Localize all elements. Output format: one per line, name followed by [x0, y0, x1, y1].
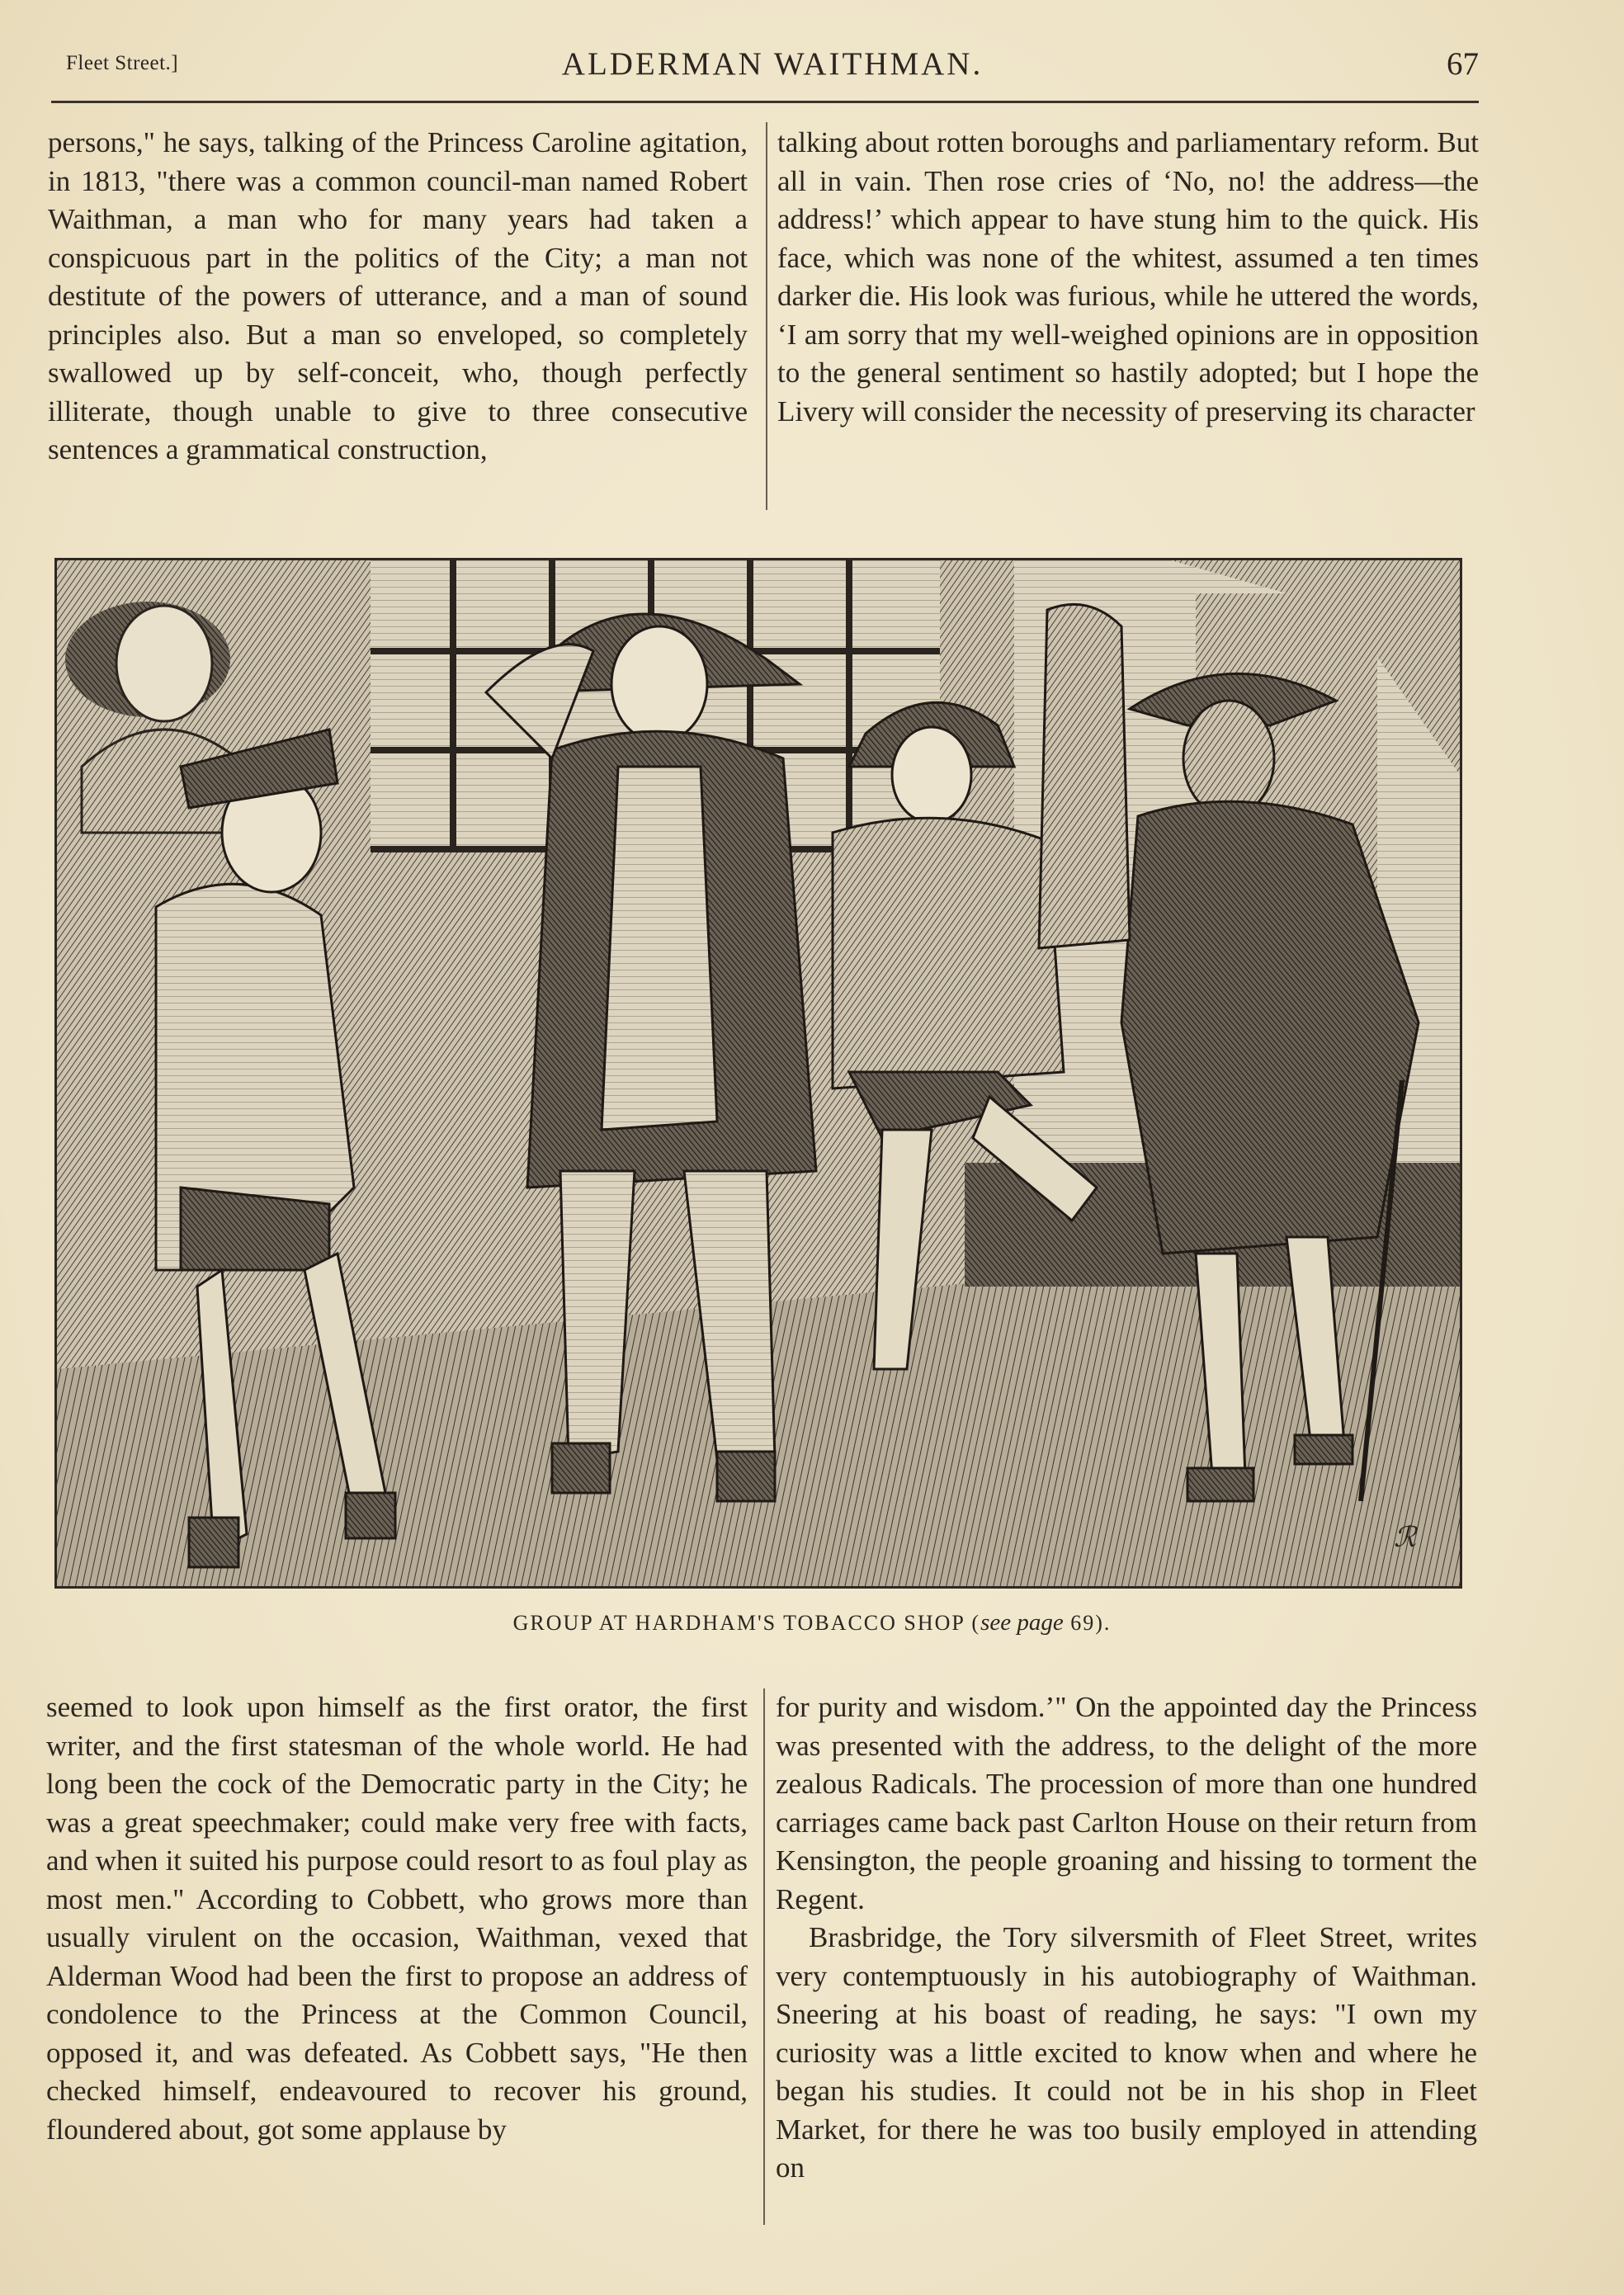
bottom-right-paragraph-2: Brasbridge, the Tory silversmith of Fleet Street, writes very contemptuously in his autobiography of Waithman. Sneering at his boast of reading, he says: "I own my curiosity was a little excited to know when and where he began his studies. It could not be in his shop in Fleet Market, for there he was too busily employed in attending on — [776, 1921, 1477, 2184]
illustration-caption — [0, 1609, 1624, 1636]
caption-ref-close: ). — [1095, 1611, 1112, 1635]
bottom-right-paragraph-1: for purity and wisdom.’" On the appointed day the Princess was presented with the address, to the delight of the more zealous Radicals. The procession of more than one hundred carriages came back past Carlton House on their return from Kensington, the people groaning and hissing to torment the Regent. — [776, 1691, 1477, 1915]
running-head-section: Fleet Street.] — [66, 52, 179, 74]
top-right-paragraph: talking about rotten boroughs and parliamentary reform. But all in vain. Then rose cries of ‘No, no! the address—the address!’ which appear to have stung him to the quick. His face, which was none of the whitest, assumed a ten times darker die. His look was furious, while he uttered the words, ‘I am sorry that my well-weighed opinions are in opposition to the general sentiment so hastily adopted; but I hope the Livery will consider the necessity of preserving its character — [777, 126, 1479, 427]
top-left-column — [48, 124, 748, 470]
page-number: 67 — [1447, 46, 1479, 82]
caption-text: GROUP AT HARDHAM'S TOBACCO SHOP — [512, 1611, 965, 1635]
running-head — [66, 45, 1479, 95]
top-left-paragraph: persons," he says, talking of the Princess Caroline agitation, in 1813, "there was a common council-man named Robert Waithman, a man who for many years had taken a conspicuous part in the politics of the City; a man not destitute of the powers of utterance, and a man of sound principles also. But a man so enveloped, so completely swallowed up by self-conceit, who, though perfectly illiterate, though unable to give to three consecutive sentences a grammatical construction, — [48, 126, 748, 465]
top-right-column — [777, 124, 1479, 431]
bottom-left-paragraph: seemed to look upon himself as the first orator, the first writer, and the first statesman of the whole world. He had long been the cock of the Democratic party in the City; he was a great speechmaker; could make very free with facts, and when it suited his purpose could resort to as foul play as most men." According to Cobbett, who grows more than usually virulent on the occasion, Waithman, vexed that Alderman Wood had been the first to propose an address of condolence to the Princess at the Common Council, opposed it, and was defeated. As Cobbett says, "He then checked himself, endeavoured to recover his ground, floundered about, got some applause by — [46, 1691, 748, 2146]
engraving-illustration — [54, 558, 1462, 1589]
caption-see-page: see page — [980, 1609, 1064, 1636]
engraving-drawing — [57, 560, 1460, 1586]
column-rule-bottom — [763, 1688, 765, 2225]
header-rule — [51, 101, 1479, 103]
column-rule-top — [766, 122, 767, 510]
artist-monogram: ℛ — [1394, 1521, 1417, 1554]
bottom-right-column — [776, 1688, 1477, 2188]
caption-page-ref: 69 — [1070, 1611, 1096, 1635]
bottom-left-column — [46, 1688, 748, 2149]
running-head-title: ALDERMAN WAITHMAN. — [561, 46, 984, 82]
caption-ref-open: ( — [971, 1611, 981, 1635]
